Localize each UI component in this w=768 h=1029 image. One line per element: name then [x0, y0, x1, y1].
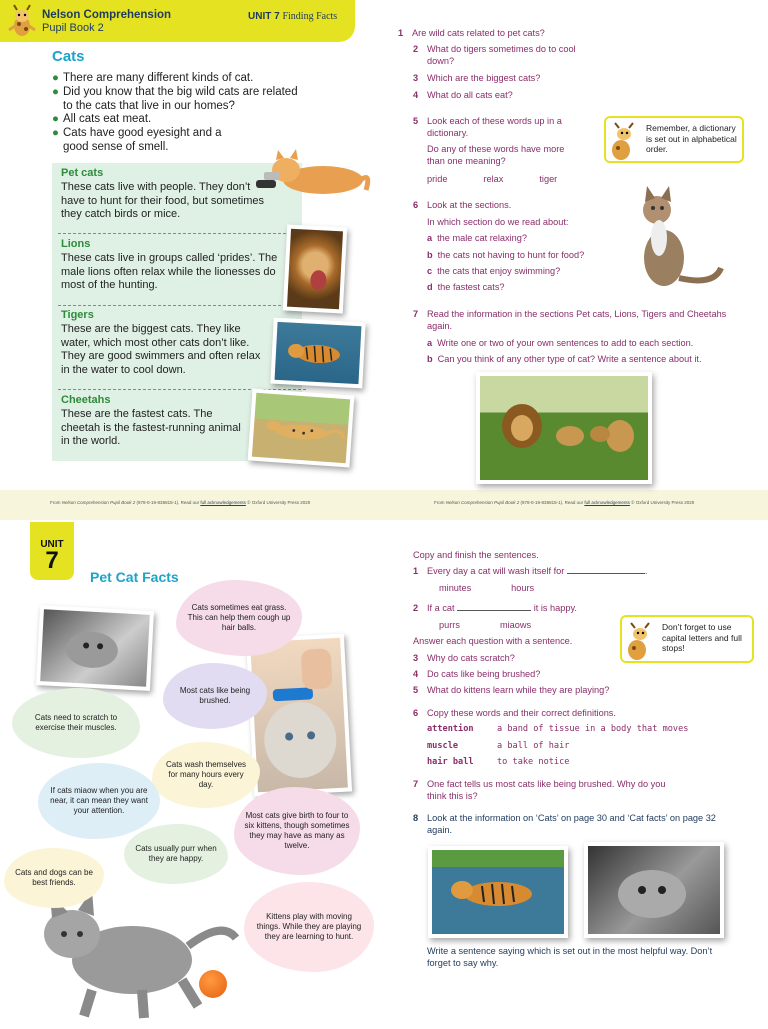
giraffe-tip-icon: [622, 622, 656, 662]
q7-item-a: a Write one or two of your own sentences to add to each section.: [427, 338, 694, 348]
bullet-item: ● There are many different kinds of cat.: [52, 72, 254, 84]
word-list: [427, 173, 607, 185]
bullet-item: ● All cats eat meat.: [52, 113, 152, 126]
unit-tab-label: UNIT: [40, 539, 64, 550]
cat-rubbing-photo: [36, 605, 154, 691]
page-31: [384, 0, 768, 512]
q1-options: [439, 582, 534, 594]
series-title: Nelson Comprehension: [42, 9, 172, 21]
word: relax: [483, 174, 504, 184]
section-text: These cats live in groups called ‘prides’. The male lions often relax while the lionesses do most of the hunting.: [61, 251, 278, 292]
q6-item-b: b the cats not having to hunt for food?: [427, 250, 585, 260]
fact-cloud-play: Kittens play with moving things. While they are playing they are learning to hunt.: [244, 882, 374, 972]
q2-options: [439, 619, 531, 631]
pet-cat-photo: [248, 140, 373, 202]
section-heading: Tigers: [61, 309, 94, 321]
page-33: [384, 520, 768, 1024]
option: purrs: [439, 620, 460, 630]
tiger-swimming-photo: [428, 846, 568, 938]
answer-line[interactable]: [457, 610, 531, 611]
section-text: These are the fastest cats. The cheetah is the fastest-running animal in the world.: [61, 407, 241, 448]
brushed-cat-photo: [246, 634, 352, 797]
question-2: 2 If a cat it is happy.: [413, 603, 577, 613]
tiger-photo: [270, 318, 365, 389]
option: hours: [511, 583, 535, 593]
page-title: Pet Cat Facts: [90, 569, 179, 585]
section-tigers: [61, 309, 266, 378]
section-heading: Cheetahs: [61, 394, 111, 406]
page-title: Cats: [52, 48, 85, 65]
question-6: 6 Look at the sections.: [413, 200, 512, 210]
fact-cloud-scratch: Cats need to scratch to exercise their muscles.: [12, 688, 140, 758]
question-6-sub: In which section do we read about:: [427, 217, 569, 227]
page-footer: From Nelson Comprehension Pupil Book 2 (978-0-19-836815-1). Read our full acknowledgements © Oxford University Press 2020: [50, 500, 311, 505]
question-3: 3 Which are the biggest cats?: [413, 73, 541, 83]
sitting-cat-photo: [629, 178, 729, 290]
option: minutes: [439, 583, 472, 593]
word: pride: [427, 174, 448, 184]
page-32: [0, 520, 384, 1024]
q7-item-b: b Can you think of any other type of cat? Write a sentence about it.: [427, 354, 702, 364]
fact-cloud-miaow: If cats miaow when you are near, it can mean they want your attention.: [38, 763, 160, 839]
word: tiger: [539, 174, 558, 184]
section-cheetahs: [61, 394, 251, 449]
section-lions: [61, 238, 281, 293]
lion-photo: [283, 224, 347, 313]
q6-item-d: d the fastest cats?: [427, 282, 505, 292]
option: miaows: [499, 620, 532, 630]
giraffe-logo-icon: [5, 4, 39, 40]
question-1: 1 Every day a cat will wash itself for .: [413, 566, 648, 576]
unit-tab: [30, 522, 74, 580]
section-heading: Pet cats: [61, 167, 104, 179]
page-30: [0, 0, 384, 512]
fact-cloud-kittens: Most cats give birth to four to six kittens, though sometimes they may have as many as twelve.: [234, 787, 360, 875]
section-text: These are the biggest cats. They like water, which most other cats don’t like. They are good swimmers and often relax in the water to cool down.: [61, 322, 261, 377]
question-8: 8 Look at the information on ‘Cats’ on page 30 and ‘Cat facts’ on page 32 again.: [413, 813, 716, 835]
bullet-item: ● Did you know that the big wild cats are related to the cats that live in our homes?: [52, 85, 298, 112]
section-heading: Lions: [61, 238, 91, 250]
q6-item-a: a the male cat relaxing?: [427, 233, 528, 243]
page-footer: From Nelson Comprehension Pupil Book 2 (978-0-19-836815-1). Read our full acknowledgements © Oxford University Press 2020: [434, 500, 695, 505]
question-7: 7 Read the information in the sections Pet cats, Lions, Tigers and Cheetahs again.: [413, 309, 727, 331]
book-title: Pupil Book 2: [42, 22, 104, 34]
definition-row: attention a band of tissue in a body that moves: [427, 724, 689, 734]
question-6: 6 Copy these words and their correct definitions.: [413, 708, 616, 718]
giraffe-tip-icon: [606, 122, 640, 162]
instruction-answer: Answer each question with a sentence.: [413, 636, 573, 646]
final-instruction: Write a sentence saying which is set out in the most helpful way. Don’t forget to say why.: [427, 946, 713, 968]
question-5: 5 What do kittens learn while they are playing?: [413, 685, 610, 695]
instruction-copy: Copy and finish the sentences.: [413, 550, 539, 560]
cat-grey-photo: [584, 842, 724, 938]
fact-cloud-purr: Cats usually purr when they are happy.: [124, 824, 228, 884]
question-2: 2 What do tigers sometimes do to cool down?: [413, 44, 576, 66]
divider: [58, 305, 306, 306]
answer-line[interactable]: [567, 573, 645, 574]
question-5: 5 Look each of these words up in a dictionary. Do any of these words have more than one meaning?: [413, 116, 565, 166]
fact-cloud-dogs: Cats and dogs can be best friends.: [4, 848, 104, 908]
question-4: 4 What do all cats eat?: [413, 90, 513, 100]
question-4: 4 Do cats like being brushed?: [413, 669, 541, 679]
cheetah-photo: [248, 389, 355, 468]
bullet-item: ● Cats have good eyesight and a good sense of smell.: [52, 127, 222, 153]
tip-text: Don’t forget to use capital letters and full stops!: [662, 622, 742, 653]
question-7: 7 One fact tells us most cats like being brushed. Why do you think this is?: [413, 779, 666, 801]
question-3: 3 Why do cats scratch?: [413, 653, 515, 663]
fact-cloud-wash: Cats wash themselves for many hours every day.: [152, 742, 260, 808]
acknowledgements-link[interactable]: full acknowledgements: [584, 500, 630, 505]
acknowledgements-link[interactable]: full acknowledgements: [200, 500, 246, 505]
divider: [58, 233, 306, 234]
lions-photo: [476, 372, 652, 484]
orange-ball-icon: [199, 970, 227, 998]
unit-tab-number: 7: [45, 547, 59, 574]
section-pet-cats: [61, 167, 271, 222]
q6-item-c: c the cats that enjoy swimming?: [427, 266, 561, 276]
question-1: 1 Are wild cats related to pet cats?: [398, 28, 545, 38]
fact-cloud-grass: Cats sometimes eat grass. This can help them cough up hair balls.: [176, 580, 302, 656]
definition-row: hair ball to take notice: [427, 757, 570, 767]
fact-cloud-brushed: Most cats like being brushed.: [163, 663, 267, 729]
tip-text: Remember, a dictionary is set out in alphabetical order.: [646, 123, 737, 154]
unit-label: UNIT 7 Finding Facts: [248, 11, 338, 22]
definition-row: muscle a ball of hair: [427, 741, 570, 751]
section-text: These cats live with people. They don’t have to hunt for their food, but sometimes they catch birds or mice.: [61, 180, 265, 221]
